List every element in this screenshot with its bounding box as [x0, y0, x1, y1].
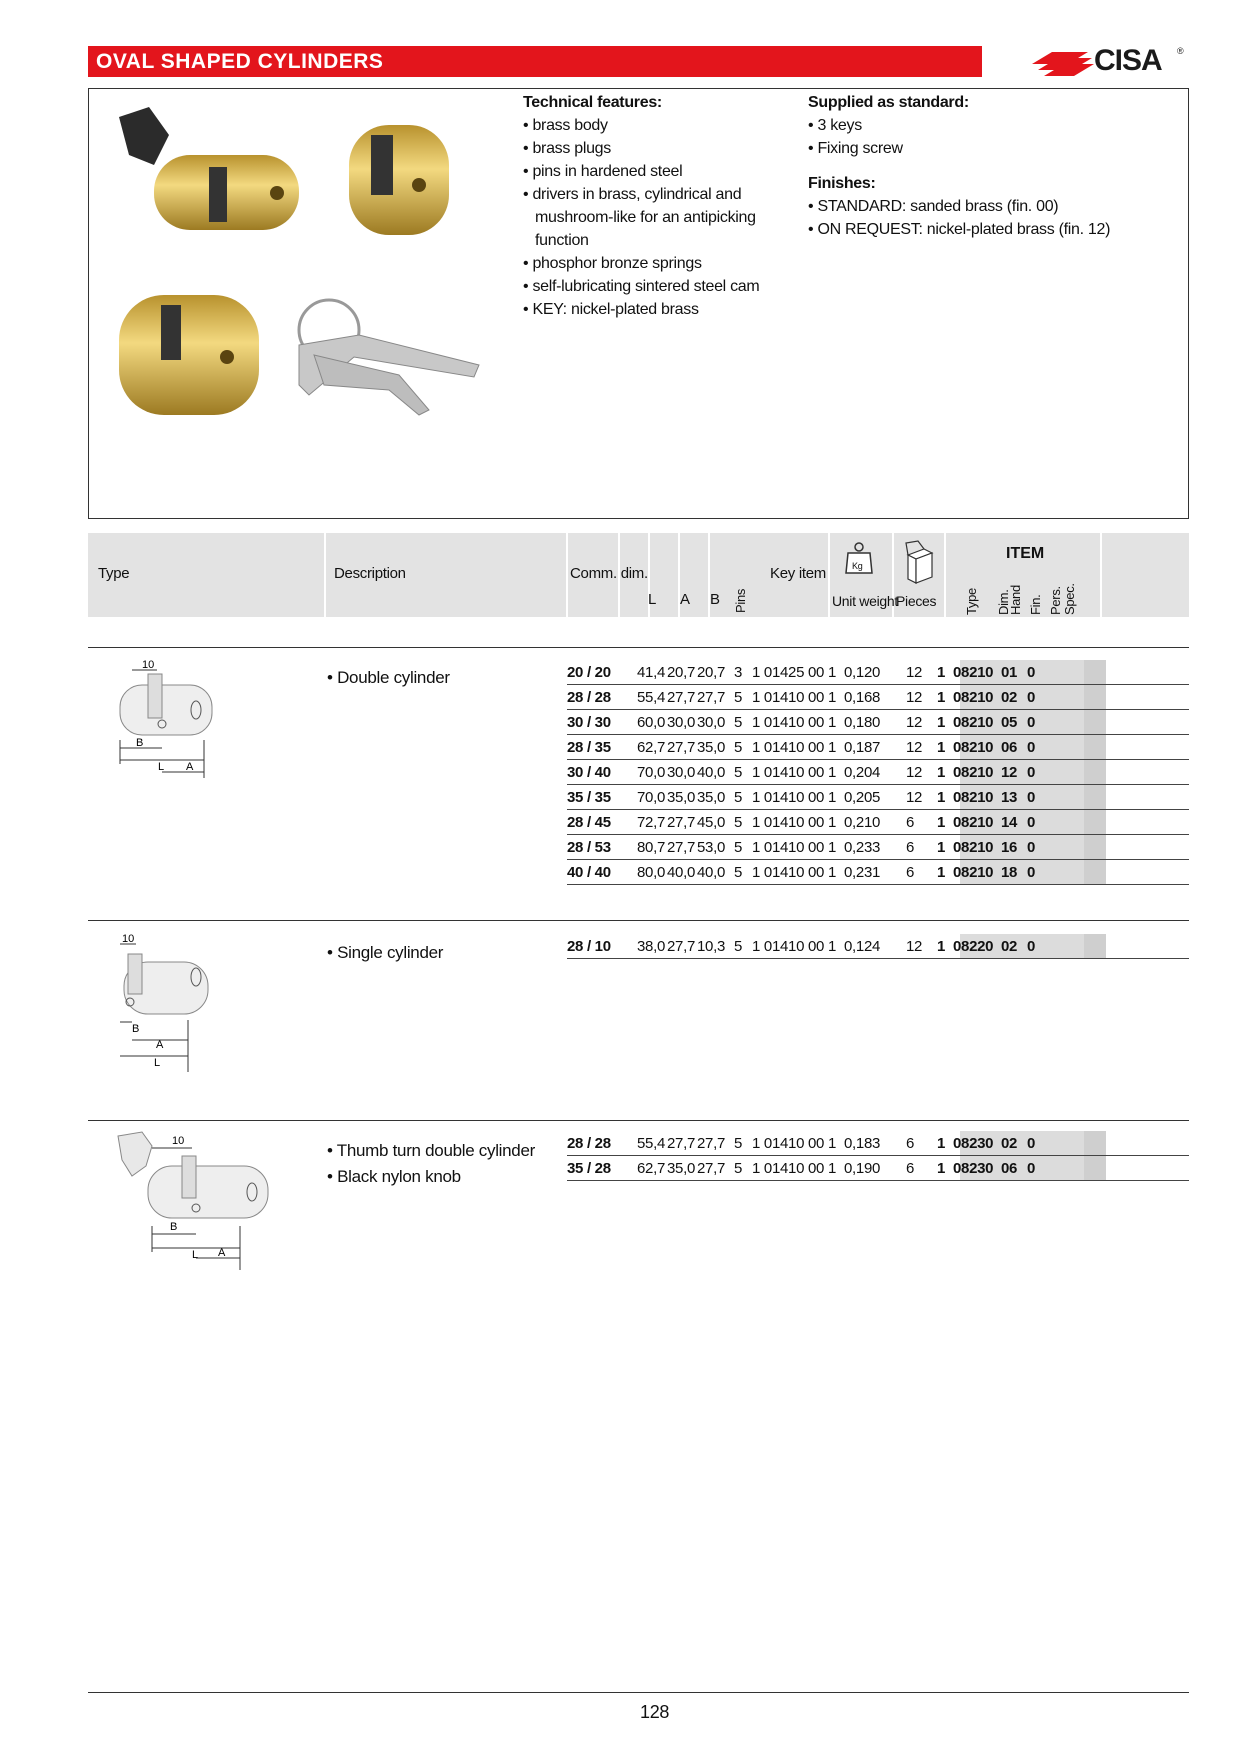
cell-comm: 30 / 30: [567, 714, 611, 731]
cisa-logo-icon: [1030, 44, 1094, 78]
section-description: [327, 940, 443, 966]
cell-pins: 5: [734, 789, 743, 806]
cell-t: 1: [937, 764, 946, 781]
cell-key: 1 01410 00 1: [752, 689, 836, 706]
thumb-turn-drawing: [112, 1130, 272, 1280]
cell-L: 80,7: [637, 839, 665, 856]
cell-key: 1 01410 00 1: [752, 764, 836, 781]
box-icon: [904, 539, 934, 585]
cell-pieces: 6: [906, 1160, 915, 1177]
cell-weight: 0,231: [844, 864, 881, 881]
cell-A: 35,0: [667, 789, 695, 806]
col-pins: Pins: [733, 588, 748, 613]
section-divider: [88, 647, 1189, 648]
cell-comm: 40 / 40: [567, 864, 611, 881]
cell-fin: 0: [1027, 1160, 1036, 1177]
table-row: [567, 1156, 1189, 1181]
cell-weight: 0,124: [844, 938, 881, 955]
cell-dim: 14: [1001, 814, 1018, 831]
cell-code: 08210: [953, 739, 994, 756]
cell-comm: 35 / 35: [567, 789, 611, 806]
col-comm-dim: Comm. dim.: [570, 565, 648, 582]
cell-weight: 0,210: [844, 814, 881, 831]
section-description: [327, 665, 450, 691]
supplied-item: • Fixing screw: [808, 137, 1138, 160]
cell-t: 1: [937, 938, 946, 955]
cell-pins: 5: [734, 839, 743, 856]
cell-L: 38,0: [637, 938, 665, 955]
supplied-and-finishes: [808, 91, 1138, 241]
technical-feature-item: • brass plugs: [523, 137, 763, 160]
cell-L: 41,4: [637, 664, 665, 681]
cell-fin: 0: [1027, 938, 1036, 955]
table-row: [567, 785, 1189, 810]
cell-comm: 28 / 53: [567, 839, 611, 856]
cell-dim: 05: [1001, 714, 1018, 731]
cell-code: 08210: [953, 814, 994, 831]
cell-L: 70,0: [637, 764, 665, 781]
dim-label-L: L: [154, 1057, 161, 1069]
cell-pieces: 6: [906, 839, 915, 856]
double-cylinder-image: [119, 295, 259, 415]
cell-comm: 28 / 35: [567, 739, 611, 756]
cell-pins: 5: [734, 739, 743, 756]
dim-label-A: A: [156, 1039, 164, 1051]
cell-B: 30,0: [697, 714, 725, 731]
cell-weight: 0,190: [844, 1160, 881, 1177]
col-unit-weight: Unit weight: [832, 593, 898, 609]
cell-weight: 0,204: [844, 764, 881, 781]
technical-feature-item: • brass body: [523, 114, 763, 137]
dim-label-10: 10: [122, 933, 135, 945]
cell-A: 27,7: [667, 938, 695, 955]
col-B: B: [710, 591, 720, 608]
cell-t: 1: [937, 664, 946, 681]
cell-comm: 28 / 45: [567, 814, 611, 831]
cell-pieces: 6: [906, 864, 915, 881]
cell-fin: 0: [1027, 789, 1036, 806]
cell-t: 1: [937, 689, 946, 706]
cell-comm: 20 / 20: [567, 664, 611, 681]
cell-B: 40,0: [697, 764, 725, 781]
col-pieces: Pieces: [896, 593, 937, 609]
col-spec: Spec.: [1062, 583, 1077, 615]
cell-A: 30,0: [667, 764, 695, 781]
cell-pieces: 12: [906, 764, 923, 781]
cell-A: 27,7: [667, 839, 695, 856]
thumb-turn-cylinder-image: [119, 107, 299, 230]
cell-key: 1 01410 00 1: [752, 938, 836, 955]
cell-L: 62,7: [637, 739, 665, 756]
cell-pins: 5: [734, 864, 743, 881]
cell-pins: 5: [734, 1160, 743, 1177]
col-hand: Hand: [1008, 585, 1023, 615]
technical-feature-item: • KEY: nickel-plated brass: [523, 298, 763, 321]
cell-t: 1: [937, 714, 946, 731]
cell-pieces: 12: [906, 739, 923, 756]
cell-t: 1: [937, 789, 946, 806]
table-row: [567, 934, 1189, 959]
single-cylinder-drawing: [112, 932, 222, 1082]
cell-L: 55,4: [637, 1135, 665, 1152]
cell-B: 20,7: [697, 664, 725, 681]
cell-comm: 30 / 40: [567, 764, 611, 781]
cell-B: 27,7: [697, 689, 725, 706]
cell-L: 80,0: [637, 864, 665, 881]
cell-code: 08210: [953, 789, 994, 806]
col-item-type: Type: [964, 588, 979, 615]
cell-code: 08210: [953, 764, 994, 781]
cell-pieces: 12: [906, 938, 923, 955]
col-key-item: Key item: [770, 565, 826, 582]
cell-pins: 5: [734, 764, 743, 781]
cell-pieces: 12: [906, 789, 923, 806]
dim-label-L: L: [158, 761, 165, 773]
dim-label-10: 10: [142, 660, 155, 671]
cell-B: 40,0: [697, 864, 725, 881]
cell-L: 60,0: [637, 714, 665, 731]
technical-feature-item: • phosphor bronze springs: [523, 252, 763, 275]
cell-pins: 3: [734, 664, 743, 681]
dim-label-A: A: [218, 1247, 226, 1259]
cell-comm: 35 / 28: [567, 1160, 611, 1177]
cell-dim: 02: [1001, 1135, 1018, 1152]
section-divider: [88, 920, 1189, 921]
cell-fin: 0: [1027, 714, 1036, 731]
cell-B: 53,0: [697, 839, 725, 856]
cell-t: 1: [937, 864, 946, 881]
cell-pieces: 6: [906, 1135, 915, 1152]
cell-key: 1 01410 00 1: [752, 739, 836, 756]
cell-dim: 18: [1001, 864, 1018, 881]
cell-code: 08210: [953, 864, 994, 881]
section-divider: [88, 1120, 1189, 1121]
cell-key: 1 01410 00 1: [752, 814, 836, 831]
cell-key: 1 01410 00 1: [752, 714, 836, 731]
cell-weight: 0,233: [844, 839, 881, 856]
col-A: A: [680, 591, 690, 608]
cell-fin: 0: [1027, 864, 1036, 881]
cell-dim: 06: [1001, 739, 1018, 756]
cell-L: 55,4: [637, 689, 665, 706]
cell-dim: 02: [1001, 689, 1018, 706]
table-row: [567, 710, 1189, 735]
cell-dim: 13: [1001, 789, 1018, 806]
cell-t: 1: [937, 814, 946, 831]
technical-features-title: Technical features:: [523, 94, 662, 111]
cell-A: 27,7: [667, 1135, 695, 1152]
dim-label-L: L: [192, 1249, 199, 1261]
table-row: [567, 735, 1189, 760]
cell-fin: 0: [1027, 664, 1036, 681]
cell-weight: 0,180: [844, 714, 881, 731]
cell-pins: 5: [734, 714, 743, 731]
dim-label-B: B: [170, 1221, 178, 1233]
cell-dim: 06: [1001, 1160, 1018, 1177]
cell-weight: 0,120: [844, 664, 881, 681]
cell-B: 35,0: [697, 789, 725, 806]
finish-item: • ON REQUEST: nickel-plated brass (fin. 12): [808, 218, 1138, 241]
cell-comm: 28 / 10: [567, 938, 611, 955]
cell-weight: 0,205: [844, 789, 881, 806]
cell-dim: 12: [1001, 764, 1018, 781]
cell-code: 08210: [953, 689, 994, 706]
col-L: L: [648, 591, 657, 608]
features-box: [88, 88, 1189, 519]
technical-features: [523, 91, 763, 321]
double-cylinder-drawing: [112, 660, 222, 800]
cell-t: 1: [937, 1135, 946, 1152]
cell-comm: 28 / 28: [567, 689, 611, 706]
cell-pins: 5: [734, 689, 743, 706]
supplied-title: Supplied as standard:: [808, 94, 969, 111]
cell-A: 27,7: [667, 689, 695, 706]
table-row: [567, 860, 1189, 885]
table-row: [567, 1131, 1189, 1156]
technical-feature-item: • self-lubricating sintered steel cam: [523, 275, 763, 298]
cell-B: 27,7: [697, 1160, 725, 1177]
table-row: [567, 685, 1189, 710]
cell-key: 1 01410 00 1: [752, 864, 836, 881]
cell-t: 1: [937, 839, 946, 856]
cell-key: 1 01410 00 1: [752, 789, 836, 806]
cell-pins: 5: [734, 1135, 743, 1152]
cell-A: 27,7: [667, 739, 695, 756]
cell-t: 1: [937, 1160, 946, 1177]
cell-code: 08230: [953, 1135, 994, 1152]
cell-B: 27,7: [697, 1135, 725, 1152]
cell-pieces: 12: [906, 689, 923, 706]
cell-dim: 01: [1001, 664, 1018, 681]
description-item: • Thumb turn double cylinder: [327, 1141, 535, 1160]
cell-pins: 5: [734, 814, 743, 831]
cell-A: 40,0: [667, 864, 695, 881]
table-row: [567, 810, 1189, 835]
dim-label-10: 10: [172, 1135, 185, 1147]
finishes-title: Finishes:: [808, 175, 876, 192]
table-header: [88, 533, 1189, 617]
cell-t: 1: [937, 739, 946, 756]
cell-code: 08220: [953, 938, 994, 955]
logo-text: CISA: [1094, 44, 1162, 77]
cell-fin: 0: [1027, 814, 1036, 831]
col-description: Description: [334, 565, 406, 582]
page-number: 128: [640, 1702, 670, 1722]
col-type: Type: [98, 565, 130, 582]
cell-dim: 16: [1001, 839, 1018, 856]
registered-mark: ®: [1177, 46, 1184, 56]
cell-key: 1 01410 00 1: [752, 1135, 836, 1152]
col-item: ITEM: [1006, 545, 1045, 562]
cell-weight: 0,187: [844, 739, 881, 756]
page-title: OVAL SHAPED CYLINDERS: [96, 50, 384, 73]
cell-key: 1 01425 00 1: [752, 664, 836, 681]
dim-label-B: B: [132, 1023, 140, 1035]
cell-comm: 28 / 28: [567, 1135, 611, 1152]
product-photo: [99, 95, 529, 425]
col-dim: Dim.: [996, 589, 1011, 615]
description-item: • Black nylon knob: [327, 1167, 461, 1186]
finish-item: • STANDARD: sanded brass (fin. 00): [808, 195, 1138, 218]
weight-icon: [844, 541, 874, 577]
cell-weight: 0,183: [844, 1135, 881, 1152]
cell-fin: 0: [1027, 1135, 1036, 1152]
table-row: [567, 660, 1189, 685]
description-item: • Double cylinder: [327, 668, 450, 687]
cell-A: 35,0: [667, 1160, 695, 1177]
cell-B: 45,0: [697, 814, 725, 831]
cell-code: 08210: [953, 664, 994, 681]
cell-fin: 0: [1027, 764, 1036, 781]
cell-pieces: 12: [906, 714, 923, 731]
technical-feature-item: • drivers in brass, cylindrical and mushroom-like for an antipicking function: [523, 183, 763, 252]
cell-fin: 0: [1027, 839, 1036, 856]
col-fin: Fin.: [1028, 594, 1043, 615]
cell-code: 08210: [953, 839, 994, 856]
cell-B: 35,0: [697, 739, 725, 756]
cell-weight: 0,168: [844, 689, 881, 706]
cell-A: 20,7: [667, 664, 695, 681]
cell-pins: 5: [734, 938, 743, 955]
keys-image: [299, 300, 479, 415]
single-cylinder-image: [349, 125, 449, 235]
dim-label-A: A: [186, 761, 194, 773]
cell-fin: 0: [1027, 739, 1036, 756]
cell-dim: 02: [1001, 938, 1018, 955]
cell-key: 1 01410 00 1: [752, 1160, 836, 1177]
cell-code: 08210: [953, 714, 994, 731]
cell-A: 30,0: [667, 714, 695, 731]
cell-L: 62,7: [637, 1160, 665, 1177]
cell-code: 08230: [953, 1160, 994, 1177]
description-item: • Single cylinder: [327, 943, 444, 962]
cell-B: 10,3: [697, 938, 725, 955]
table-row: [567, 760, 1189, 785]
footer-line: [88, 1692, 1189, 1693]
cisa-logo: [1030, 44, 1190, 78]
cell-L: 72,7: [637, 814, 665, 831]
col-pers: Pers.: [1048, 586, 1063, 615]
cell-key: 1 01410 00 1: [752, 839, 836, 856]
title-bar: [88, 46, 982, 77]
cell-L: 70,0: [637, 789, 665, 806]
section-description: [327, 1138, 535, 1190]
table-row: [567, 835, 1189, 860]
technical-feature-item: • pins in hardened steel: [523, 160, 763, 183]
cell-A: 27,7: [667, 814, 695, 831]
cell-pieces: 12: [906, 664, 923, 681]
dim-label-B: B: [136, 737, 144, 749]
supplied-item: • 3 keys: [808, 114, 1138, 137]
weight-icon-label: Kg: [852, 561, 863, 571]
cell-fin: 0: [1027, 689, 1036, 706]
cell-pieces: 6: [906, 814, 915, 831]
